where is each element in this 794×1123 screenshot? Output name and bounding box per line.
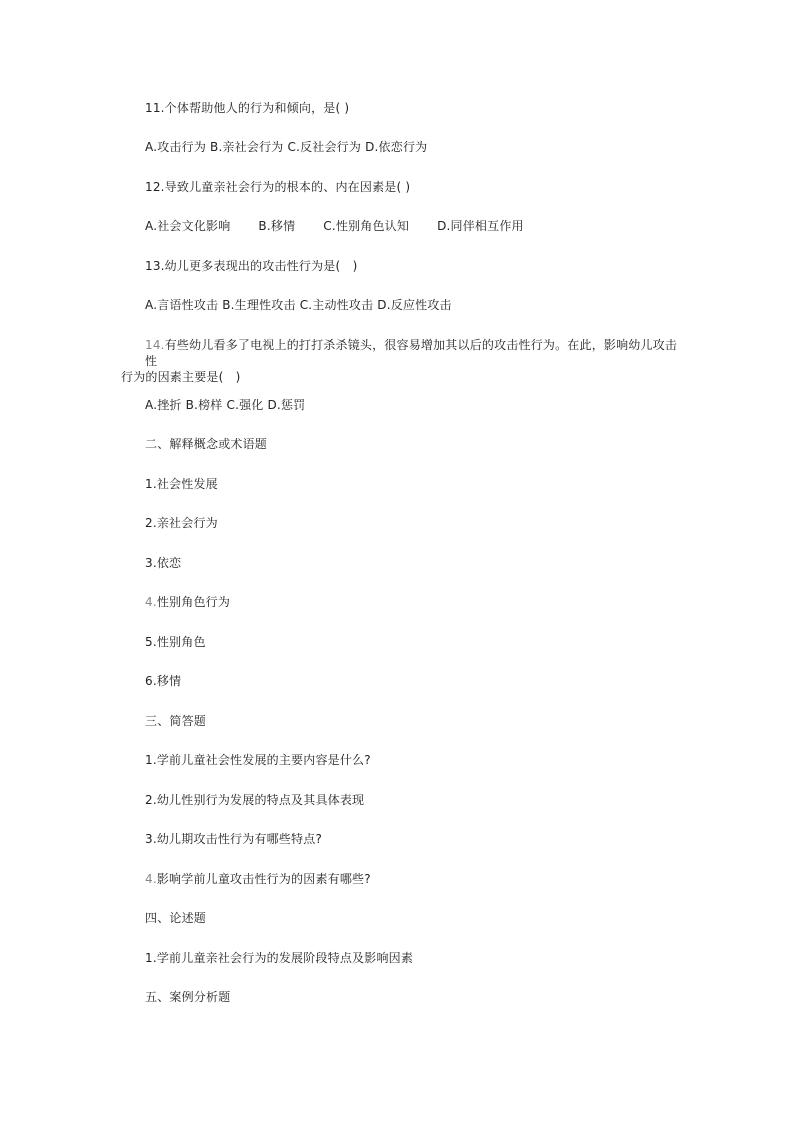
section-2-item-3: 3.依恋 [145, 556, 182, 570]
section-4-title: 四、论述题 [145, 911, 207, 925]
question-14-line2: 行为的因素主要是( ) [121, 370, 241, 384]
option-b: B.移情 [258, 219, 296, 233]
section-3-item-3: 3.幼儿期攻击性行为有哪些特点? [145, 832, 323, 846]
section-5-title: 五、案例分析题 [145, 990, 231, 1004]
section-4-item-1: 1.学前儿童亲社会行为的发展阶段特点及影响因素 [145, 951, 414, 965]
question-14-options: A.挫折 B.榜样 C.强化 D.惩罚 [145, 398, 306, 412]
question-14-line1: 有些幼儿看多了电视上的打打杀杀镜头，很容易增加其以后的攻击性行为。在此，影响幼儿攻击性 [145, 338, 678, 368]
question-11-options: A.攻击行为 B.亲社会行为 C.反社会行为 D.依恋行为 [145, 140, 428, 154]
section-2-item-2: 2.亲社会行为 [145, 516, 218, 530]
question-12: 12.导致儿童亲社会行为的根本的、内在因素是( ) [145, 180, 411, 194]
section-3-item-4: 4.影响学前儿童攻击性行为的因素有哪些? [145, 872, 371, 886]
question-12-options [145, 218, 524, 234]
option-a: A.社会文化影响 [145, 219, 231, 233]
section-3-title: 三、简答题 [145, 714, 207, 728]
option-c: C.性别角色认知 [323, 219, 410, 233]
question-13: 13.幼儿更多表现出的攻击性行为是( ) [145, 259, 358, 273]
section-2-item-6: 6.移情 [145, 674, 182, 688]
option-d: D.同伴相互作用 [437, 219, 524, 233]
section-3-item-2: 2.幼儿性别行为发展的特点及其具体表现 [145, 793, 365, 807]
section-2-item-4: 4.性别角色行为 [145, 595, 231, 609]
section-3-item-1: 1.学前儿童社会性发展的主要内容是什么? [145, 753, 371, 767]
question-14-number: 14. [145, 338, 165, 352]
question-13-options: A.言语性攻击 B.生理性攻击 C.主动性攻击 D.反应性攻击 [145, 298, 452, 312]
section-2-title: 二、解释概念或术语题 [145, 437, 268, 451]
question-11: 11.个体帮助他人的行为和倾向，是( ) [145, 101, 350, 115]
section-2-item-5: 5.性别角色 [145, 635, 206, 649]
question-14 [121, 337, 681, 385]
section-2-item-1: 1.社会性发展 [145, 477, 218, 491]
